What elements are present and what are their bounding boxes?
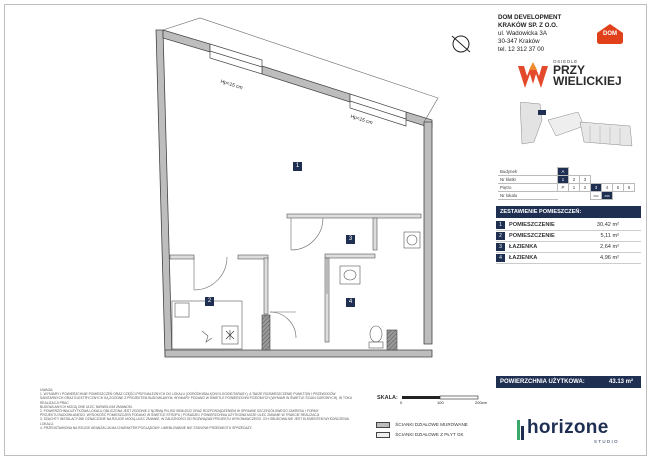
total-area-bar bbox=[496, 376, 641, 388]
scale-label: SKALA: bbox=[377, 395, 398, 401]
floor-cell: 5 bbox=[613, 184, 624, 192]
partition bbox=[170, 255, 194, 259]
total-area-label: POWIERZCHNIA UŻYTKOWA: bbox=[500, 379, 585, 385]
rooms-heading: ZESTAWIENIE POMIESZCZEŃ: bbox=[496, 206, 641, 218]
compass-icon bbox=[452, 36, 470, 52]
apartment-info-table bbox=[498, 167, 635, 200]
toilet-tank bbox=[369, 342, 383, 348]
partition bbox=[373, 218, 377, 250]
notes-line: BUDOWLANYCH MOGĄ ONE ULEC NIEWIELKIM ZMIANOM. bbox=[40, 404, 133, 409]
outer-wall-right bbox=[424, 122, 432, 344]
room-area: 2,64 m² bbox=[600, 244, 619, 250]
room-number: 4 bbox=[496, 254, 505, 262]
architect-logo bbox=[516, 417, 626, 447]
notes-line: 3. SZACHTY INSTALACYJNE OZNACZONE NA RZUCIE MOGĄ ULEC ZMIANIE, W ZALEŻNOŚCI OD ROZWIĄZAŃ PROJEKTU WYKONAWCZEGO. ICH OBUDOWA NIE JEST ELEMENTEM WYKOŃCZENIA LOKALU. bbox=[40, 417, 349, 426]
room-number: 3 bbox=[496, 243, 505, 251]
window-height-label-2: Hp=15 cm bbox=[349, 113, 374, 127]
developer-phone: tel. 12 312 37 00 bbox=[498, 46, 545, 53]
kitchen-mark bbox=[202, 331, 212, 342]
dom-logo-text: DOM bbox=[603, 31, 617, 37]
shaft bbox=[387, 330, 397, 350]
staircase-cell: 2 bbox=[569, 176, 580, 184]
scale-tick: 200cm bbox=[475, 400, 488, 405]
room-number: 2 bbox=[496, 232, 505, 240]
room-row bbox=[496, 253, 641, 264]
unit-cell: A56 bbox=[602, 192, 613, 200]
bath-sink-2 bbox=[340, 266, 360, 284]
developer-company: KRAKÓW SP. Z O.O. bbox=[498, 22, 558, 29]
room-label-2: 2 bbox=[205, 297, 214, 306]
toilet bbox=[370, 326, 382, 342]
estate-logo-icon bbox=[516, 62, 550, 90]
window-height-label-1: Hp=15 cm bbox=[219, 78, 244, 92]
floor-cell: 6 bbox=[624, 184, 635, 192]
row-label: Piętro bbox=[498, 184, 558, 192]
architect-name: horizone bbox=[527, 417, 609, 438]
legend-masonry: ŚCIANKI DZIAŁOWE MUROWANE bbox=[395, 422, 468, 428]
partition bbox=[238, 255, 268, 259]
notes-line: 4. PRZEDSTAWIONA NA RZUCIE ARANŻACJA MA CHARAKTER POGLĄDOWY. UMEBLOWANIE NIE STANOWI PRZEDMIOTU SPRZEDAŻY. bbox=[40, 425, 253, 430]
floor-cell: 1 bbox=[569, 184, 580, 192]
developer-info bbox=[498, 14, 561, 54]
estate-logo bbox=[516, 58, 626, 98]
floor-cell: P bbox=[558, 184, 569, 192]
masonry-swatch bbox=[376, 422, 390, 428]
room-label-1: 1 bbox=[293, 162, 302, 171]
architect-logo-icon bbox=[516, 420, 526, 440]
row-label: Nr lokalu bbox=[498, 192, 558, 200]
room-row bbox=[496, 242, 641, 253]
building-cell: A bbox=[558, 168, 569, 176]
bath-sink-1 bbox=[404, 232, 420, 248]
kitchen-sink bbox=[175, 303, 189, 317]
legend-drywall: ŚCIANKI DZIAŁOWE Z PŁYT GK bbox=[395, 432, 464, 438]
notes-line: PROJEKTU BUDOWLANEGO. WYSOKOŚĆ POMIESZCZEŃ PODANO W ŚWIETLE STROPU I POSADZKI. POWIERZCHNIA UŻYTKOWA MOŻE ULEC ZMIANIE W TRAKCIE REALIZACJI. bbox=[40, 413, 321, 418]
scale-tick: 0 bbox=[400, 400, 403, 405]
room-area: 30,42 m² bbox=[596, 222, 619, 228]
outer-wall-bottom bbox=[165, 350, 432, 357]
staircase-cell: 1 bbox=[558, 176, 569, 184]
balcony-outline bbox=[163, 18, 438, 122]
notes bbox=[40, 388, 360, 430]
room-row bbox=[496, 220, 641, 231]
floor-cell: 4 bbox=[602, 184, 613, 192]
room-area: 5,11 m² bbox=[600, 233, 619, 239]
legend-item bbox=[376, 422, 468, 428]
developer-city: 30-347 Kraków bbox=[498, 38, 540, 45]
door bbox=[194, 218, 327, 338]
room-label-3: 3 bbox=[346, 235, 355, 244]
outer-wall-top bbox=[163, 30, 210, 52]
notes-line: 1. WYMIARY I POWIERZCHNIE POMIESZCZEŃ ORAZ CZĘŚCI PRZYNALEŻNYCH DO LOKALU (OGRÓDKI/BALKONY/LOGGIE/TARASY), A TAKŻE ROZMIESZCZENIE PUNKTÓW I PRZEWODÓW bbox=[40, 392, 336, 397]
drywall-swatch bbox=[376, 432, 390, 438]
kitchen-hob-mark bbox=[226, 330, 234, 340]
estate-line2: WIELICKIEJ bbox=[553, 74, 622, 88]
estate-small: OSIEDLE bbox=[553, 59, 579, 64]
developer-street: ul. Wadowicka 3A bbox=[498, 30, 547, 37]
outer-wall-top bbox=[262, 66, 350, 102]
unit-cell: A52 bbox=[591, 192, 602, 200]
developer-name: DOM DEVELOPMENT bbox=[498, 14, 562, 21]
room-number: 1 bbox=[496, 221, 505, 229]
row-label: Nr klatki bbox=[498, 176, 558, 184]
estate-line1: PRZY bbox=[553, 63, 586, 77]
notes-heading: UWAGA: bbox=[40, 388, 54, 392]
partition bbox=[325, 254, 375, 258]
row-building bbox=[498, 168, 635, 176]
key-plan bbox=[520, 102, 640, 162]
outer-wall bbox=[156, 30, 172, 356]
room-row bbox=[496, 231, 641, 242]
room-name: ŁAZIENKA bbox=[509, 244, 538, 250]
floor-cell: 3 bbox=[591, 184, 602, 192]
row-unit bbox=[498, 192, 635, 200]
notes-line: SANITARNYCH ORAZ ELEKTRYCZNYCH SĄ ZGODNE Z PROJEKTEM BUDOWLANYM. WYMIARY PODANO W ŚWIETLE POWIERZCHNI POZIOMYCH (WYMIAR W ŚWIETLE ŚCIAN SUROWYCH). W TOKU REALIZACJI PRAC bbox=[40, 396, 353, 405]
bath-sink-1-bowl bbox=[407, 235, 417, 245]
shaft bbox=[262, 315, 270, 350]
architect-sub: STUDIO bbox=[594, 439, 619, 444]
dom-logo bbox=[595, 23, 625, 43]
legend-item bbox=[376, 432, 464, 438]
floor-cell: 2 bbox=[580, 184, 591, 192]
scale-tick: 100 bbox=[437, 400, 444, 405]
notes-line: 2. POWIERZCHNIA UŻYTKOWA LOKALU OBLICZONA JEST ZGODNIE Z NORMĄ PN-ISO 9836:2022 ORAZ ROZPORZĄDZENIEM W SPRAWIE SZCZEGÓŁOWEGO ZAKRESU I FORMY bbox=[40, 409, 319, 414]
row-staircase bbox=[498, 176, 635, 184]
window-1 bbox=[210, 44, 262, 74]
room-name: ŁAZIENKA bbox=[509, 255, 538, 261]
row-floor bbox=[498, 184, 635, 192]
kitchen-counter bbox=[172, 301, 242, 349]
room-name: POMIESZCZENIE bbox=[509, 222, 555, 228]
room-area: 4,96 m² bbox=[600, 255, 619, 261]
room-name: POMIESZCZENIE bbox=[509, 233, 555, 239]
partition bbox=[287, 214, 421, 218]
bath-sink-2-bowl bbox=[344, 270, 356, 280]
partition bbox=[264, 258, 268, 314]
row-label: Budynek bbox=[498, 168, 558, 176]
room-label-4: 4 bbox=[346, 298, 355, 307]
staircase-cell: 3 bbox=[580, 176, 591, 184]
total-area-value: 43.13 m² bbox=[608, 379, 633, 385]
